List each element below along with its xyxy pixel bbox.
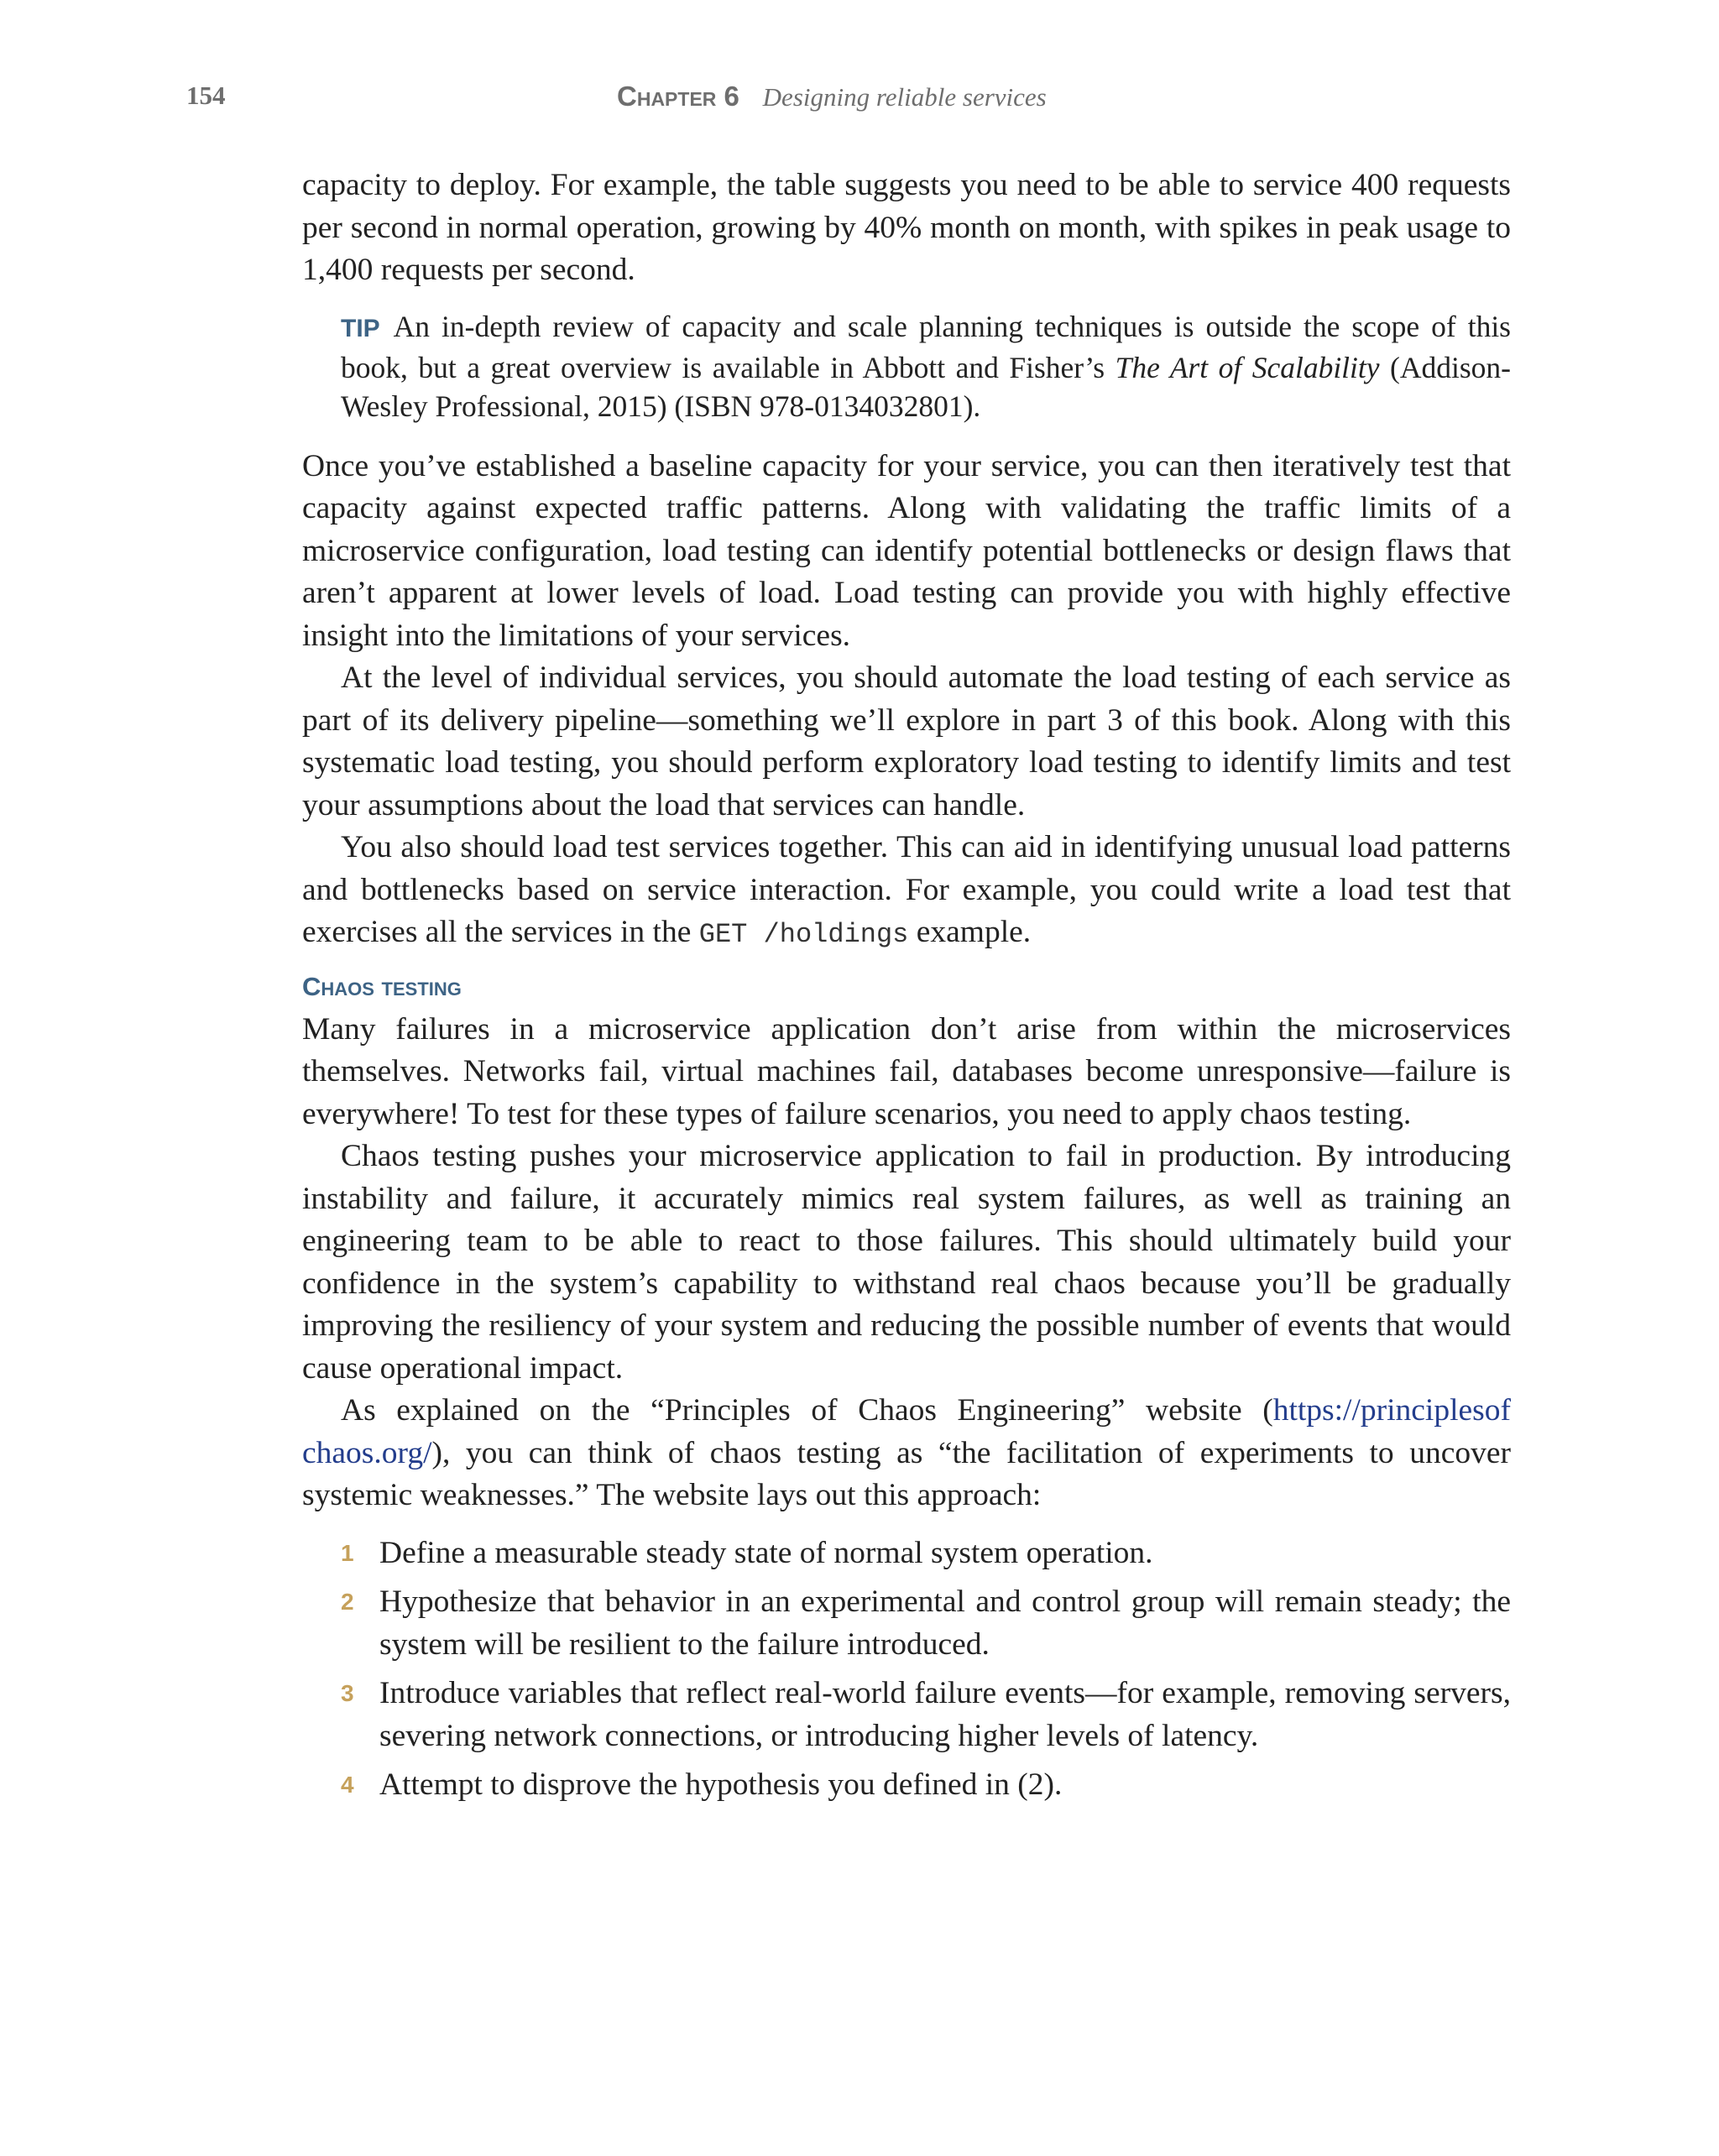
load-testing-paragraph-1: Once you’ve established a baseline capacity for your service, you can then iteratively test that capacity against expected traffic patterns. Along with validating the traffic limits of a microservice configuration, load testing can identify potential bottlenecks or design flaws that aren’t apparent at lower levels of load. Load testing can provide you with highly effective insight into the limitations of your services. bbox=[302, 448, 1511, 653]
chaos-p3-text-a: As explained on the “Principles of Chaos Engineering” website ( bbox=[341, 1393, 1273, 1428]
list-item bbox=[302, 1581, 1511, 1666]
chaos-p3-text-b: ), you can think of chaos testing as “the facilitation of experiments to uncover systemic weaknesses.” The website lays out this approach: bbox=[302, 1435, 1511, 1512]
list-item bbox=[302, 1673, 1511, 1757]
tip-book-title: The Art of Scalability bbox=[1115, 350, 1380, 384]
list-number: 3 bbox=[341, 1680, 354, 1706]
intro-paragraph: capacity to deploy. For example, the table suggests you need to be able to service 400 requests per second in normal operation, growing by 40% month on month, with spikes in peak usage to 1,400 requests per second. bbox=[302, 168, 1511, 287]
page-body bbox=[302, 164, 1511, 1814]
chaos-paragraph-3 bbox=[302, 1390, 1511, 1517]
list-number: 4 bbox=[341, 1772, 354, 1798]
page-number: 154 bbox=[186, 81, 226, 110]
principles-of-chaos-link[interactable]: https://principlesof​chaos.org/ bbox=[302, 1393, 1511, 1470]
chapter-label: Chapter 6 bbox=[617, 81, 739, 112]
section-heading-chaos-testing: Chaos testing bbox=[302, 971, 462, 1001]
list-number: 2 bbox=[341, 1589, 354, 1615]
list-item bbox=[302, 1764, 1511, 1807]
load-testing-paragraph-2: At the level of individual services, you should automate the load testing of each service as part of its delivery pipeline—something we’ll explore in part 3 of this book. Along with this systematic load testing, you should perform exploratory load testing to identify limits and test your assumptions about the load that services can handle. bbox=[302, 660, 1511, 822]
list-text: Introduce variables that reflect real-world failure events—for example, removing servers, severing network connections, or introducing higher levels of latency. bbox=[379, 1676, 1511, 1753]
list-text: Hypothesize that behavior in an experimental and control group will remain steady; the system will be resilient to the failure introduced. bbox=[379, 1584, 1511, 1662]
list-text: Attempt to disprove the hypothesis you defined in (2). bbox=[379, 1767, 1063, 1802]
p3-text-b: example. bbox=[908, 915, 1032, 949]
chaos-paragraph-1: Many failures in a microservice application don’t arise from within the microservices themselves. Networks fail, virtual machines fail, databases become unresponsive—failure is everywhere! To test for these types of failure scenarios, you need to apply chaos testing. bbox=[302, 1011, 1511, 1131]
inline-code: GET /holdings bbox=[698, 919, 909, 950]
load-testing-paragraph-3 bbox=[302, 827, 1511, 957]
tip-text-1: An in-depth review of capacity and scale planning techniques is outside the scope of this book, but a great overview is available in Abbott and Fisher’s bbox=[341, 309, 1511, 384]
p3-text-a: You also should load test services together. This can aid in identifying unusual load patterns and bottlenecks based on service interaction. For example, you could write a load test that exercises all the services in the bbox=[302, 830, 1511, 949]
list-item bbox=[302, 1532, 1511, 1575]
chaos-steps-list bbox=[302, 1532, 1511, 1807]
list-number: 1 bbox=[341, 1539, 354, 1566]
running-head bbox=[617, 81, 1047, 112]
list-text: Define a measurable steady state of normal system operation. bbox=[379, 1535, 1153, 1570]
chaos-paragraph-2: Chaos testing pushes your microservice application to fail in production. By introducing instability and failure, it accurately mimics real system failures, as well as training an engineering team to be able to react to those failures. This should ultimately build your confidence in the system’s capability to withstand real chaos because you’ll be gradually improving the resiliency of your system and reducing the possible number of events that would cause operational impact. bbox=[302, 1139, 1511, 1386]
tip-label: TIP bbox=[341, 314, 380, 342]
chapter-title: Designing reliable services bbox=[762, 82, 1047, 112]
tip-text-2: (Addison-Wesley Professional, 2015) (ISBN 978-0134032801). bbox=[341, 350, 1511, 423]
tip-box bbox=[341, 307, 1511, 425]
